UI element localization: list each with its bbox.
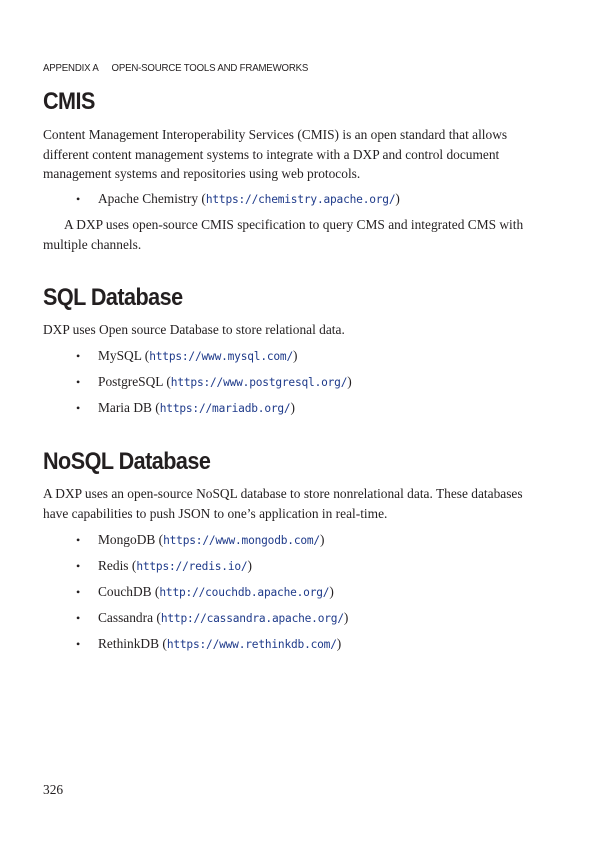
cmis-list [43, 189, 543, 215]
cmis-heading: CMIS [43, 88, 95, 115]
item-name: CouchDB [98, 584, 152, 599]
item-name: Apache Chemistry [98, 191, 199, 206]
sql-list [43, 346, 543, 424]
sql-heading: SQL Database [43, 284, 183, 311]
item-name: Maria DB [98, 400, 152, 415]
bullet-icon: • [76, 611, 81, 625]
item-name: PostgreSQL [98, 374, 163, 389]
item-link[interactable]: http://couchdb.apache.org/ [159, 586, 330, 599]
list-item: • CouchDB (http://couchdb.apache.org/) [43, 582, 543, 608]
running-head-chapter: OPEN-SOURCE TOOLS AND FRAMEWORKS [111, 62, 309, 74]
item-link[interactable]: https://www.rethinkdb.com/ [166, 638, 337, 651]
item-link[interactable]: https://chemistry.apache.org/ [205, 193, 396, 206]
item-link[interactable]: https://www.mysql.com/ [149, 350, 293, 363]
item-link[interactable]: https://redis.io/ [136, 560, 248, 573]
item-name: Cassandra [98, 610, 154, 625]
bullet-icon: • [76, 192, 81, 206]
bullet-icon: • [76, 637, 81, 651]
item-name: MySQL [98, 348, 142, 363]
list-item: • MySQL (https://www.mysql.com/) [43, 346, 543, 372]
sql-intro: DXP uses Open source Database to store relational data. [43, 322, 345, 337]
list-item: • RethinkDB (https://www.rethinkdb.com/) [43, 634, 543, 660]
list-item: • Cassandra (http://cassandra.apache.org/) [43, 608, 543, 634]
running-head [43, 62, 308, 74]
cmis-closing: A DXP uses open-source CMIS specification to query CMS and integrated CMS with multiple channels. [43, 217, 524, 252]
item-name: RethinkDB [98, 636, 160, 651]
cmis-intro: Content Management Interoperability Services (CMIS) is an open standard that allows different content management systems to integrate with a DXP and control document management systems and repositories using web protocols. [43, 127, 508, 181]
item-name: Redis [98, 558, 129, 573]
item-link[interactable]: https://www.mongodb.com/ [163, 534, 320, 547]
item-link[interactable]: https://mariadb.org/ [159, 402, 291, 415]
item-name: MongoDB [98, 532, 156, 547]
bullet-icon: • [76, 401, 81, 415]
bullet-icon: • [76, 349, 81, 363]
list-item: • Maria DB (https://mariadb.org/) [43, 398, 543, 424]
list-item: • Redis (https://redis.io/) [43, 556, 543, 582]
bullet-icon: • [76, 585, 81, 599]
item-link[interactable]: https://www.postgresql.org/ [170, 376, 348, 389]
bullet-icon: • [76, 533, 81, 547]
page-number: 326 [43, 782, 64, 797]
bullet-icon: • [76, 375, 81, 389]
list-item: • PostgreSQL (https://www.postgresql.org/) [43, 372, 543, 398]
item-link[interactable]: http://cassandra.apache.org/ [160, 612, 344, 625]
nosql-intro: A DXP uses an open-source NoSQL database to store nonrelational data. These databases have capabilities to push JSON to one’s application in real-time. [43, 486, 523, 521]
bullet-icon: • [76, 559, 81, 573]
list-item: • MongoDB (https://www.mongodb.com/) [43, 530, 543, 556]
nosql-list [43, 530, 543, 660]
nosql-heading: NoSQL Database [43, 448, 211, 475]
list-item: • Apache Chemistry (https://chemistry.apache.org/) [43, 189, 543, 215]
running-head-appendix: APPENDIX A [43, 62, 99, 74]
